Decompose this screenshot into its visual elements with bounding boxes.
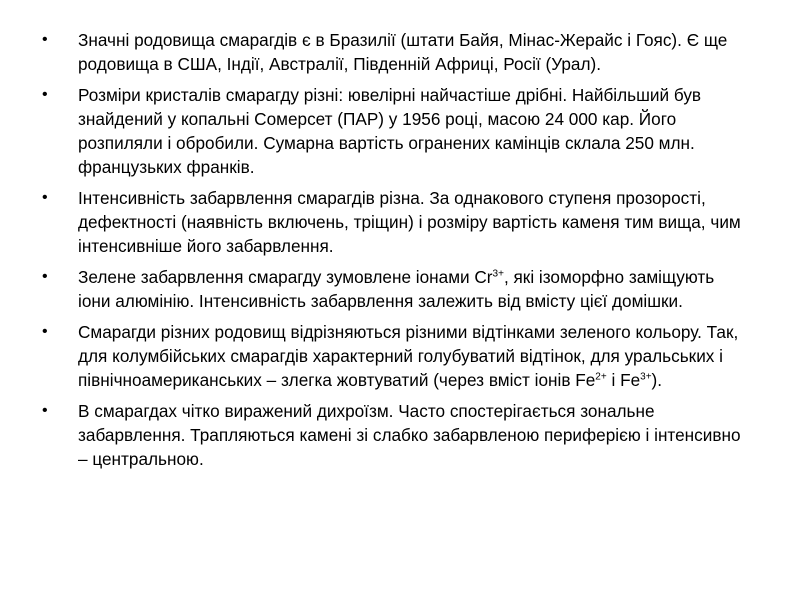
bullet-item-chromium-ions (42, 265, 750, 313)
bullet-text: Розміри кристалів смарагду різні: ювелірні найчастіше дрібні. Найбільший був знайдений у копальні Сомерсет (ПАР) у 1956 році, масою 24 000 кар. Його розпиляли і обробили. Сумарна вартість огранених камінців склала 250 млн. французьких франків. (78, 85, 702, 177)
bullet-text: В смарагдах чітко виражений дихроїзм. Часто спостерігається зональне забарвлення. Трапляються камені зі слабко забарвленою периферією і інтенсивно – центральною. (78, 401, 741, 469)
bullet-icon: • (42, 323, 48, 340)
bullet-text-part: ). (651, 370, 663, 390)
bullet-item-color-intensity (42, 186, 750, 258)
ion-charge-superscript: 3+ (492, 268, 504, 280)
bullet-icon: • (42, 268, 48, 285)
bullet-item-deposits (42, 28, 750, 76)
bullet-list (42, 28, 750, 471)
bullet-item-crystal-sizes (42, 83, 750, 179)
bullet-text: Інтенсивність забарвлення смарагдів різна. За однакового ступеня прозорості, дефектності (наявність включень, тріщин) і розміру вартість каменя тим вища, чим інтенсивніше його забарвлення. (78, 188, 741, 256)
bullet-icon: • (42, 189, 48, 206)
bullet-text-part: Зелене забарвлення смарагду зумовлене іонами Cr (78, 267, 493, 287)
bullet-text-part: і Fe (606, 370, 641, 390)
bullet-icon: • (42, 402, 48, 419)
bullet-item-shades (42, 320, 750, 392)
bullet-icon: • (42, 31, 48, 48)
ion-charge-superscript: 2+ (595, 371, 607, 383)
bullet-item-dichroism (42, 399, 750, 471)
bullet-icon: • (42, 86, 48, 103)
ion-charge-superscript: 3+ (640, 371, 652, 383)
bullet-text-part: , які ізоморфно заміщують іони алюмінію. Інтенсивність забарвлення залежить від вмісту цієї домішки. (78, 267, 715, 311)
bullet-text: Значні родовища смарагдів є в Бразилії (штати Байя, Мінас-Жерайс і Гояс). Є ще родовища в США, Індії, Австралії, Південній Африці, Росії (Урал). (78, 30, 728, 74)
bullet-text-part: Смарагди різних родовищ відрізняються різними відтінками зеленого кольору. Так, для колумбійських смарагдів характерний голубуватий відтінок, для уральських і північноамериканських – злегка жовтуватий (через вміст іонів Fe (78, 322, 739, 390)
